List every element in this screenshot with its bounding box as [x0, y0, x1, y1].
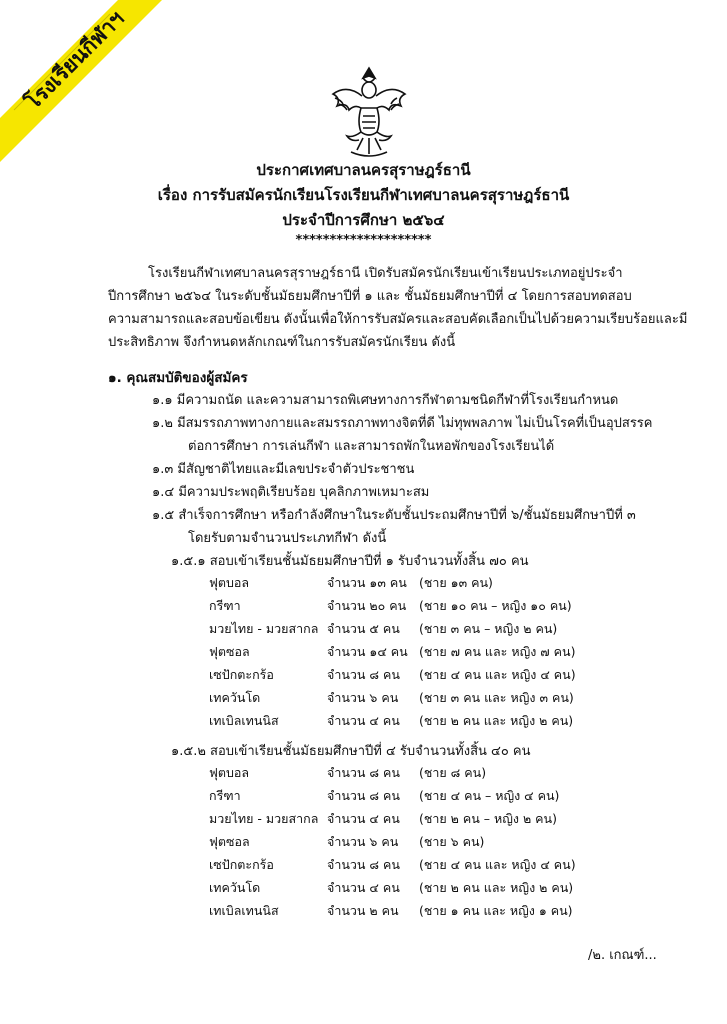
sport-count: จำนวน ๑๓ คน: [327, 575, 407, 590]
sport-count: จำนวน ๒๐ คน: [327, 598, 407, 613]
sport-name: มวยไทย - มวยสากล: [209, 811, 319, 826]
criteria-item: ๑.๕ สำเร็จการศึกษา หรือกำลังศึกษาในระดับชั้นประถมศึกษาปีที่ ๖/ชั้นมัธยมศึกษาปีที่ ๓: [152, 508, 636, 523]
criteria-item: ๑.๓ มีสัญชาติไทยและมีเลขประจำตัวประชาชน: [152, 462, 415, 477]
sport-detail: (ชาย ๓ คน – หญิง ๒ คน): [419, 621, 558, 636]
criteria-item-continued: ต่อการศึกษา การเล่นกีฬา และสามารถพักในหอพักของโรงเรียนได้: [188, 439, 555, 454]
intro-line: ความสามารถและสอบข้อเขียน ดังนั้นเพื่อให้การรับสมัครและสอบคัดเลือกเป็นไปด้วยความเรียบร้อยและมี: [108, 312, 688, 327]
sport-detail: (ชาย ๔ คน และ หญิง ๔ คน): [419, 667, 576, 682]
sport-name: เซปักตะกร้อ: [209, 857, 274, 872]
next-page-marker: /๒. เกณฑ์...: [588, 948, 657, 963]
school-stamp: [0, 0, 180, 180]
sport-name: เซปักตะกร้อ: [209, 667, 274, 682]
sport-name: กรีฑา: [209, 598, 241, 613]
sport-count: จำนวน ๘ คน: [327, 857, 400, 872]
criteria-item-continued: โดยรับตามจำนวนประเภทกีฬา ดังนี้: [188, 531, 387, 546]
sport-count: จำนวน ๔ คน: [327, 880, 400, 895]
sport-detail: (ชาย ๓ คน และ หญิง ๓ คน): [419, 690, 574, 705]
criteria-item: ๑.๒ มีสมรรถภาพทางกายและสมรรถภาพทางจิตที่ดี ไม่ทุพพลภาพ ไม่เป็นโรคที่เป็นอุปสรรค: [152, 416, 653, 431]
sport-detail: (ชาย ๔ คน – หญิง ๔ คน): [419, 788, 560, 803]
separator-stars: ********************: [295, 233, 432, 248]
quota-m4-title: ๑.๕.๒ สอบเข้าเรียนชั้นมัธยมศึกษาปีที่ ๔ รับจำนวนทั้งสิ้น ๔๐ คน: [171, 744, 531, 759]
stamp-label: โรงเรียนกีฬาฯ: [19, 5, 129, 115]
sport-count: จำนวน ๒ คน: [327, 903, 399, 918]
sport-detail: (ชาย ๖ คน): [419, 834, 485, 849]
intro-line: โรงเรียนกีฬาเทศบาลนครสุราษฎร์ธานี เปิดรับสมัครนักเรียนเข้าเรียนประเภทอยู่ประจำ: [148, 266, 623, 281]
sport-name: เทเบิลเทนนิส: [209, 903, 279, 918]
sport-detail: (ชาย ๒ คน และ หญิง ๒ คน): [419, 880, 574, 895]
sport-name: เทเบิลเทนนิส: [209, 713, 279, 728]
sport-count: จำนวน ๘ คน: [327, 667, 400, 682]
garuda-emblem-icon: [327, 64, 411, 160]
sport-detail: (ชาย ๑ คน และ หญิง ๑ คน): [419, 903, 573, 918]
sport-name: กรีฑา: [209, 788, 241, 803]
sport-detail: (ชาย ๘ คน): [419, 765, 487, 780]
sport-detail: (ชาย ๑๓ คน): [419, 575, 493, 590]
sport-name: ฟุตซอล: [209, 644, 250, 659]
announcement-subject: เรื่อง การรับสมัครนักเรียนโรงเรียนกีฬาเทศบาลนครสุราษฎร์ธานี: [157, 186, 570, 204]
sport-count: จำนวน ๘ คน: [327, 765, 400, 780]
sport-count: จำนวน ๔ คน: [327, 811, 400, 826]
criteria-item: ๑.๔ มีความประพฤติเรียบร้อย บุคลิกภาพเหมาะสม: [152, 485, 430, 500]
sport-name: ฟุตบอล: [209, 765, 250, 780]
sport-count: จำนวน ๑๔ คน: [327, 644, 408, 659]
announcement-year: ประจำปีการศึกษา ๒๕๖๔: [282, 211, 445, 229]
section-title: ๑. คุณสมบัติของผู้สมัคร: [108, 370, 248, 386]
quota-m1-title: ๑.๕.๑ สอบเข้าเรียนชั้นมัธยมศึกษาปีที่ ๑ รับจำนวนทั้งสิ้น ๗๐ คน: [171, 554, 529, 569]
sport-count: จำนวน ๕ คน: [327, 621, 400, 636]
criteria-item: ๑.๑ มีความถนัด และความสามารถพิเศษทางการกีฬาตามชนิดกีฬาที่โรงเรียนกำหนด: [152, 393, 619, 408]
sport-count: จำนวน ๖ คน: [327, 690, 399, 705]
sport-name: ฟุตบอล: [209, 575, 250, 590]
intro-line: ปีการศึกษา ๒๕๖๔ ในระดับชั้นมัธยมศึกษาปีที่ ๑ และ ชั้นมัธยมศึกษาปีที่ ๔ โดยการสอบทดสอบ: [108, 289, 632, 304]
sport-detail: (ชาย ๗ คน และ หญิง ๗ คน): [419, 644, 576, 659]
sport-detail: (ชาย ๔ คน และ หญิง ๔ คน): [419, 857, 576, 872]
sport-name: เทควันโด: [209, 880, 261, 895]
sport-count: จำนวน ๖ คน: [327, 834, 399, 849]
sport-name: เทควันโด: [209, 690, 261, 705]
sport-detail: (ชาย ๑๐ คน – หญิง ๑๐ คน): [419, 598, 572, 613]
announcement-title: ประกาศเทศบาลนครสุราษฎร์ธานี: [256, 161, 471, 179]
sport-detail: (ชาย ๒ คน – หญิง ๒ คน): [419, 811, 557, 826]
sport-count: จำนวน ๔ คน: [327, 713, 400, 728]
sport-name: มวยไทย - มวยสากล: [209, 621, 319, 636]
intro-line: ประสิทธิภาพ จึงกำหนดหลักเกณฑ์ในการรับสมัครนักเรียน ดังนี้: [108, 335, 456, 350]
sport-count: จำนวน ๘ คน: [327, 788, 400, 803]
sport-detail: (ชาย ๒ คน และ หญิง ๒ คน): [419, 713, 574, 728]
sport-name: ฟุตซอล: [209, 834, 250, 849]
